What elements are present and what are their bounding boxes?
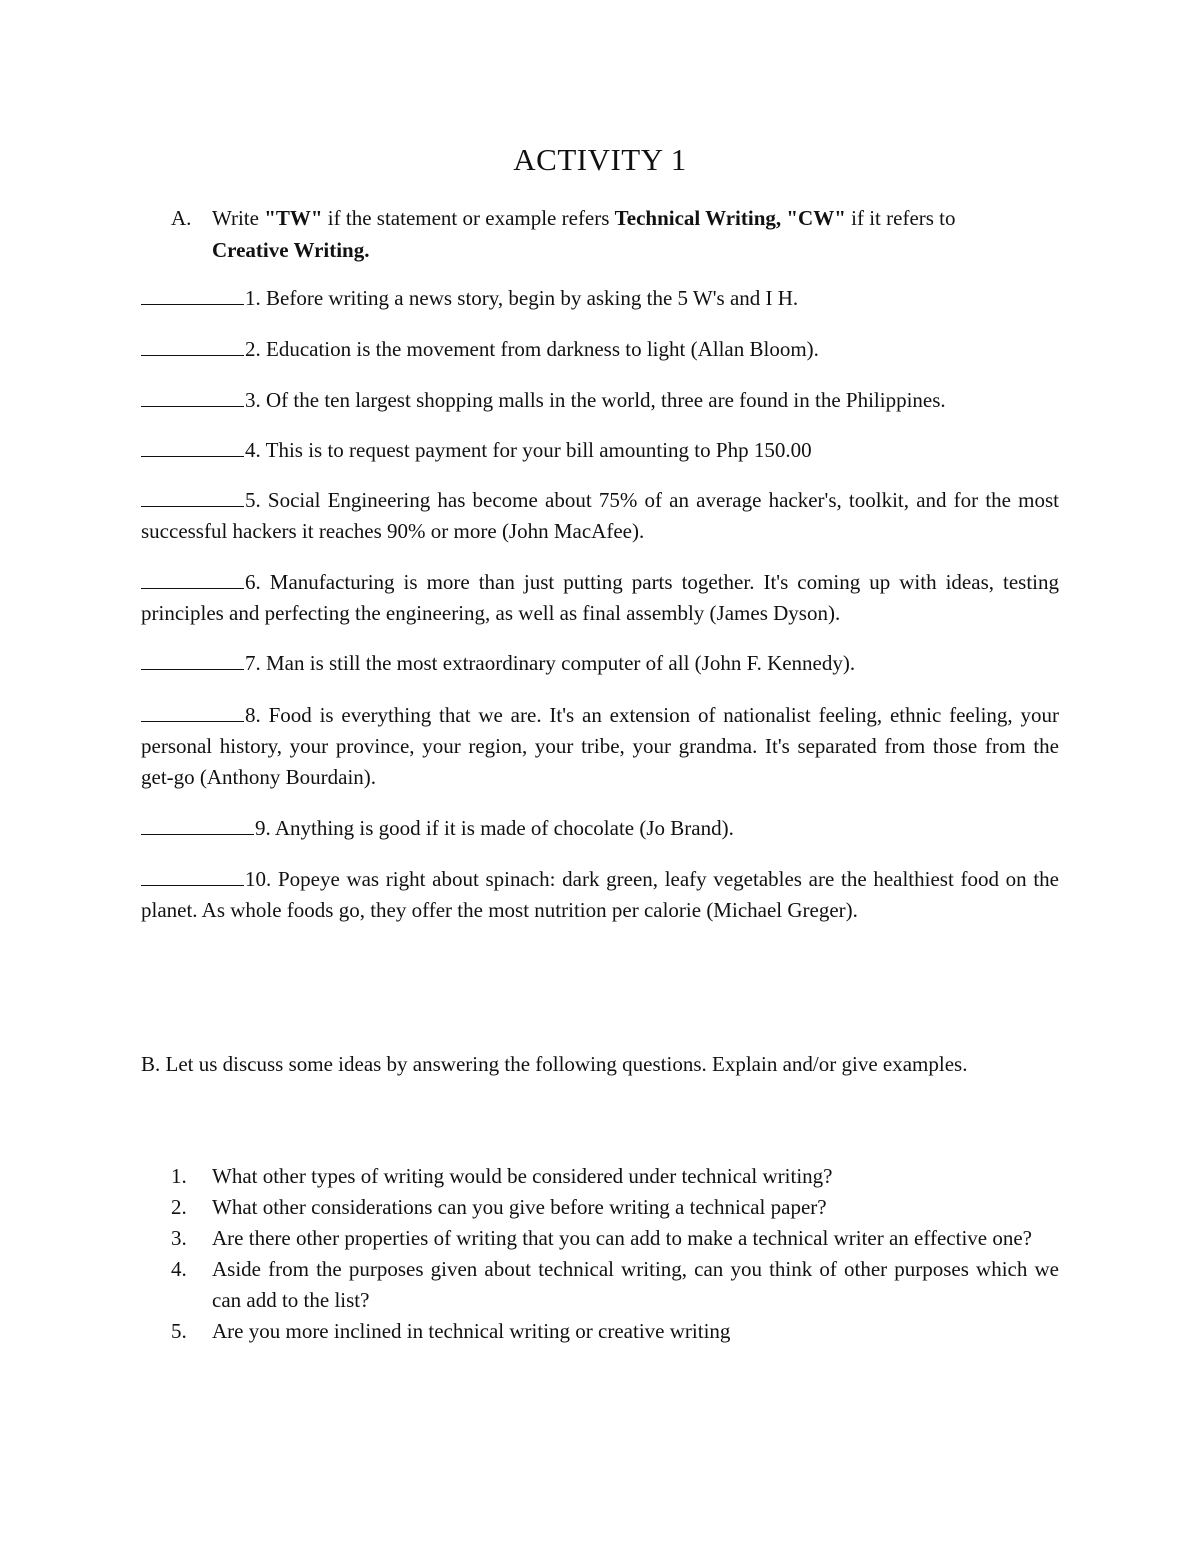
question-item: [171, 1316, 1059, 1347]
answer-blank-9[interactable]: [141, 814, 254, 835]
part-a-label: A.: [171, 206, 192, 230]
item-number: 8.: [245, 703, 269, 727]
item-10: [141, 864, 1059, 926]
question-number: 1.: [171, 1164, 187, 1188]
item-text: Of the ten largest shopping malls in the world, three are found in the Philippines.: [266, 388, 946, 412]
item-number: 4.: [245, 438, 266, 462]
item-number: 10.: [245, 867, 278, 891]
question-item: [171, 1161, 1059, 1192]
document-page: [141, 0, 1059, 1553]
item-number: 9.: [255, 816, 275, 840]
question-number: 2.: [171, 1195, 187, 1219]
item-2: [141, 334, 1059, 365]
tw-code: "TW": [264, 206, 323, 230]
answer-blank-3[interactable]: [141, 386, 244, 407]
item-number: 5.: [245, 488, 268, 512]
part-b-intro: B. Let us discuss some ideas by answering the following questions. Explain and/or give examples.: [141, 1052, 968, 1076]
question-item: [171, 1223, 1059, 1254]
item-6: [141, 567, 1059, 629]
question-text: What other considerations can you give before writing a technical paper?: [212, 1195, 827, 1219]
item-1: [141, 283, 1059, 314]
item-5: [141, 485, 1059, 547]
item-text: Food is everything that we are. It's an extension of nationalist feeling, ethnic feeling, your personal history, your province, your region, your tribe, your grandma. It's separated from those from the get-go (Anthony Bourdain).: [141, 703, 1059, 789]
item-number: 2.: [245, 337, 266, 361]
question-text: Aside from the purposes given about technical writing, can you think of other purposes which we can add to the list?: [212, 1257, 1059, 1312]
answer-blank-10[interactable]: [141, 865, 244, 886]
answer-blank-5[interactable]: [141, 486, 244, 507]
part-a-instructions: [171, 202, 1059, 266]
cw-term: Creative Writing.: [212, 238, 370, 262]
item-text: Education is the movement from darkness to light (Allan Bloom).: [266, 337, 819, 361]
item-number: 7.: [245, 651, 266, 675]
answer-blank-4[interactable]: [141, 436, 244, 457]
answer-blank-1[interactable]: [141, 284, 244, 305]
item-number: 6.: [245, 570, 270, 594]
item-number: 3.: [245, 388, 266, 412]
item-text: Social Engineering has become about 75% of an average hacker's, toolkit, and for the most successful hackers it reaches 90% or more (John MacAfee).: [141, 488, 1060, 543]
question-item: [171, 1192, 1059, 1223]
item-9: [141, 813, 1059, 844]
part-a-text: [212, 202, 1059, 266]
question-text: Are there other properties of writing that you can add to make a technical writer an effective one?: [212, 1226, 1033, 1250]
instr-mid1: if the statement or example refers: [322, 206, 615, 230]
item-7: [141, 648, 1059, 679]
item-3: [141, 385, 1059, 416]
item-text: Before writing a news story, begin by asking the 5 W's and I H.: [266, 286, 799, 310]
instr-mid2: if it refers to: [845, 206, 956, 230]
item-text: Man is still the most extraordinary computer of all (John F. Kennedy).: [266, 651, 856, 675]
answer-blank-6[interactable]: [141, 568, 244, 589]
question-text: Are you more inclined in technical writing or creative writing: [212, 1319, 731, 1343]
question-item: [171, 1254, 1059, 1316]
instr-write: Write: [212, 206, 265, 230]
question-number: 4.: [171, 1257, 187, 1281]
item-text: This is to request payment for your bill amounting to Php 150.00: [265, 438, 812, 462]
item-text: Anything is good if it is made of chocolate (Jo Brand).: [274, 816, 734, 840]
question-text: What other types of writing would be considered under technical writing?: [212, 1164, 833, 1188]
answer-blank-7[interactable]: [141, 649, 244, 670]
answer-blank-2[interactable]: [141, 335, 244, 356]
item-text: Popeye was right about spinach: dark green, leafy vegetables are the healthiest food on the planet. As whole foods go, they offer the most nutrition per calorie (Michael Greger).: [141, 867, 1060, 922]
item-8: [141, 700, 1059, 793]
item-number: 1.: [245, 286, 266, 310]
answer-blank-8[interactable]: [141, 701, 244, 722]
page-title: ACTIVITY 1: [513, 142, 687, 177]
item-4: [141, 435, 1059, 466]
tw-term: Technical Writing, "CW": [614, 206, 846, 230]
question-number: 3.: [171, 1226, 187, 1250]
question-number: 5.: [171, 1319, 187, 1343]
question-list: [171, 1161, 1059, 1347]
item-text: Manufacturing is more than just putting parts together. It's coming up with ideas, testing principles and perfecting the engineering, as well as final assembly (James Dyson).: [141, 570, 1060, 625]
